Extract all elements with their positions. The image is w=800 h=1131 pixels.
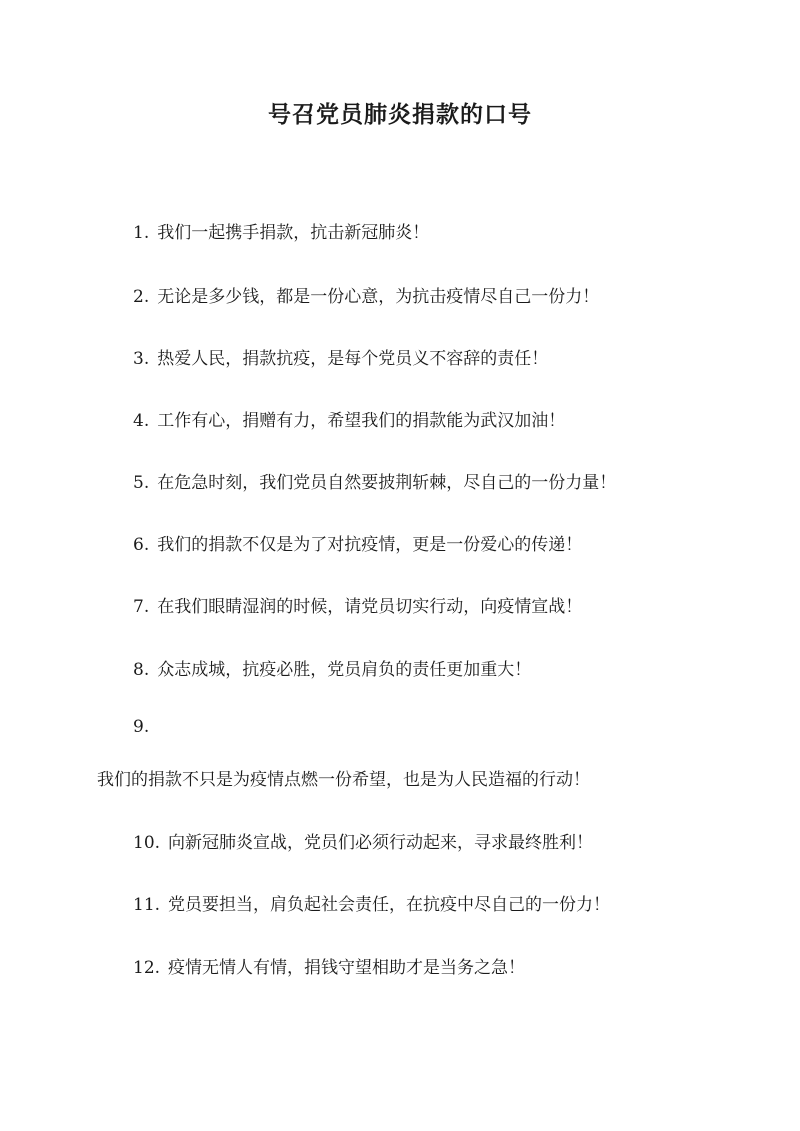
item-text: 我们的捐款不仅是为了对抗疫情，更是一份爱心的传递！	[157, 535, 583, 555]
slogan-item	[133, 344, 548, 369]
slogan-item	[133, 717, 157, 737]
document-title: 号召党员肺炎捐款的口号	[268, 101, 532, 128]
item-number: 6.	[133, 535, 150, 555]
item-number: 8.	[133, 660, 150, 680]
item-number: 2.	[133, 287, 150, 307]
item-number: 5.	[133, 473, 150, 493]
item-text: 热爱人民，捐款抗疫，是每个党员义不容辞的责任！	[157, 349, 549, 369]
item-text: 工作有心，捐赠有力，希望我们的捐款能为武汉加油！	[157, 411, 566, 431]
item-number: 7.	[133, 597, 150, 617]
slogan-item	[133, 468, 616, 493]
item-number: 3.	[133, 349, 150, 369]
item-text: 无论是多少钱，都是一份心意，为抗击疫情尽自己一份力！	[157, 287, 600, 307]
slogan-item	[133, 953, 525, 978]
item-text: 党员要担当，肩负起社会责任，在抗疫中尽自己的一份力！	[168, 895, 611, 915]
slogan-item-continuation: 我们的捐款不只是为疫情点燃一份希望，也是为人民造福的行动！	[97, 770, 590, 790]
item-number: 4.	[133, 411, 150, 431]
item-number: 1.	[133, 223, 150, 243]
slogan-item	[133, 592, 582, 617]
slogan-item	[133, 406, 565, 431]
slogan-item	[133, 282, 599, 307]
item-number: 11.	[133, 895, 161, 915]
item-text: 我们一起携手捐款，抗击新冠肺炎！	[157, 223, 430, 243]
item-number: 10.	[133, 833, 161, 853]
slogan-item	[133, 530, 582, 555]
item-text: 向新冠肺炎宣战，党员们必须行动起来，寻求最终胜利！	[168, 833, 594, 853]
item-number: 9.	[133, 717, 150, 737]
item-text: 在危急时刻，我们党员自然要披荆斩棘，尽自己的一份力量！	[157, 473, 617, 493]
item-text: 在我们眼睛湿润的时候，请党员切实行动，向疫情宣战！	[157, 597, 583, 617]
item-text: 疫情无情人有情，捐钱守望相助才是当务之急！	[168, 958, 526, 978]
slogan-item	[133, 218, 429, 243]
item-number: 12.	[133, 958, 161, 978]
slogan-item	[133, 890, 610, 915]
slogan-item	[133, 828, 593, 853]
slogan-item	[133, 655, 531, 680]
item-text: 众志成城，抗疫必胜，党员肩负的责任更加重大！	[157, 660, 532, 680]
